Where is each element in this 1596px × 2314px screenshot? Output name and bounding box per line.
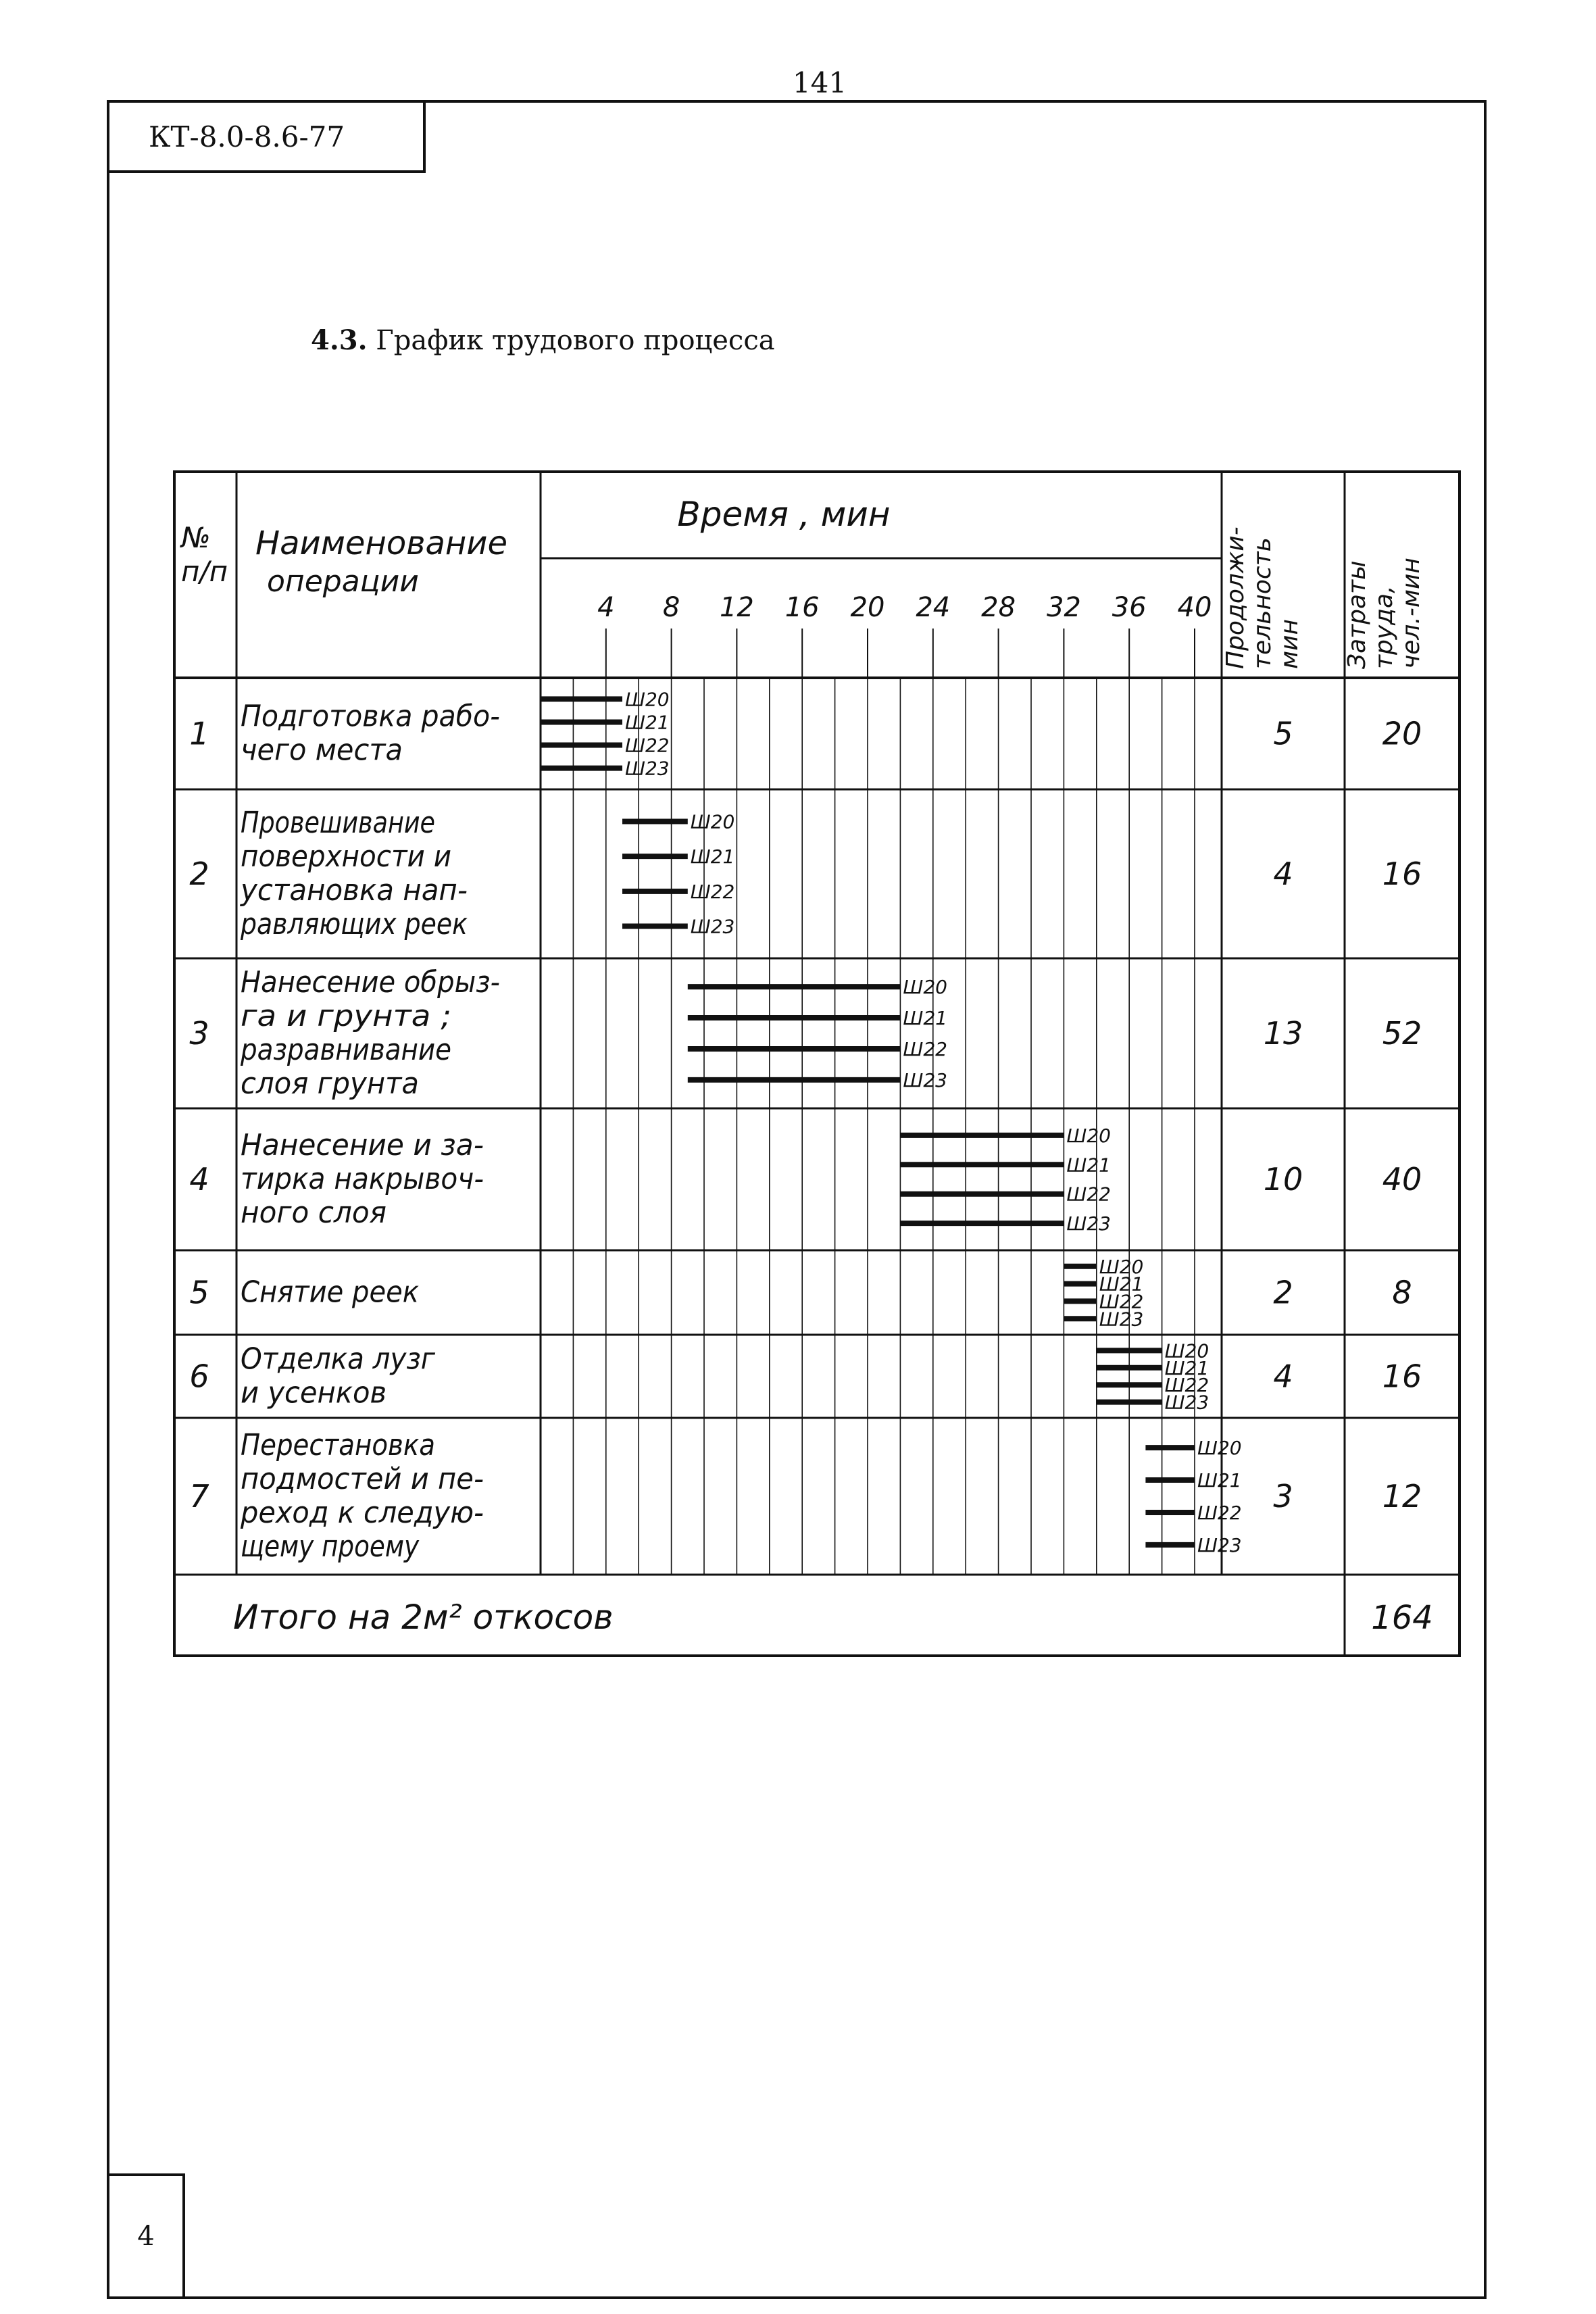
- gantt-bar-label: Ш22: [1066, 1183, 1111, 1206]
- row-number: 7: [189, 1478, 209, 1515]
- operation-name: установка нап-: [239, 873, 468, 908]
- time-tick-label: 36: [1112, 592, 1147, 623]
- gantt-bar-label: Ш20: [1197, 1437, 1242, 1460]
- operation-name: Нанесение и за-: [241, 1128, 484, 1162]
- page-number: 141: [792, 66, 847, 99]
- gantt-bar-label: Ш20: [903, 976, 947, 999]
- section-number: 4.3.: [311, 324, 368, 356]
- header-labor: чел.-мин: [1397, 558, 1425, 669]
- header-labor: Затраты: [1343, 560, 1371, 669]
- operation-name: Перестановка: [241, 1428, 435, 1462]
- gantt-bar-label: Ш22: [1197, 1501, 1242, 1524]
- sheet-number: 4: [107, 2173, 185, 2299]
- gantt-bar-label: Ш20: [1066, 1124, 1111, 1147]
- gantt-bar-label: Ш20: [625, 688, 670, 711]
- gantt-bar-label: Ш21: [1197, 1469, 1242, 1492]
- gantt-bar-label: Ш21: [625, 711, 670, 734]
- document-code: КТ-8.0-8.6-77: [107, 100, 426, 173]
- gantt-bar-label: Ш20: [690, 810, 735, 833]
- gantt-bar-label: Ш23: [1099, 1308, 1144, 1331]
- table-total-row: [233, 1598, 1433, 1637]
- operation-name: Нанесение обрыз-: [241, 965, 500, 1000]
- operation-name: Снятие реек: [241, 1275, 420, 1310]
- gantt-bar-label: Ш22: [690, 880, 735, 903]
- operation-name: чего места: [241, 733, 403, 768]
- operation-name: и усенков: [241, 1375, 386, 1410]
- header-duration: мин: [1276, 618, 1303, 669]
- gantt-bar-label: Ш21: [690, 845, 735, 868]
- header-time: Время , мин: [677, 495, 891, 534]
- labor-value: 20: [1382, 715, 1422, 752]
- operation-name: подмостей и пе-: [241, 1462, 484, 1496]
- operation-name: Подготовка рабо-: [241, 699, 500, 734]
- gantt-bar-label: Ш23: [1164, 1391, 1210, 1414]
- gantt-bar-label: Ш22: [903, 1037, 947, 1060]
- operation-name: слоя грунта: [241, 1066, 419, 1101]
- gantt-bar-label: Ш22: [1164, 1374, 1210, 1397]
- duration-value: 3: [1273, 1478, 1293, 1515]
- time-tick-label: 28: [981, 592, 1016, 623]
- gantt-bar-label: Ш20: [1164, 1339, 1210, 1362]
- header-name: операции: [267, 564, 419, 599]
- operation-name: Отделка лузг: [241, 1341, 436, 1377]
- operation-name: тирка накрывоч-: [241, 1162, 484, 1196]
- row-number: 3: [189, 1015, 209, 1052]
- time-tick-label: 24: [916, 592, 951, 623]
- header-labor: труда,: [1370, 585, 1398, 669]
- total-value: 164: [1371, 1599, 1433, 1637]
- duration-value: 4: [1273, 1358, 1293, 1395]
- operation-name: Провешивание: [241, 806, 435, 840]
- duration-value: 10: [1263, 1161, 1303, 1198]
- labor-value: 52: [1382, 1015, 1422, 1052]
- section-title-text: График трудового процесса: [376, 325, 775, 356]
- gantt-bar-label: Ш23: [1066, 1212, 1111, 1235]
- gantt-bar-label: Ш22: [625, 734, 670, 757]
- row-number: 6: [189, 1358, 209, 1395]
- gantt-bar-label: Ш21: [1099, 1273, 1144, 1296]
- table-rows: [189, 699, 1422, 1565]
- operation-name: га и грунта ;: [241, 999, 451, 1033]
- header-num: №: [181, 521, 211, 554]
- time-tick-label: 4: [597, 592, 615, 623]
- total-label: Итого на 2м² откосов: [233, 1598, 614, 1637]
- gantt-bar-label: Ш23: [690, 915, 735, 938]
- gantt-bar-label: Ш21: [903, 1007, 947, 1030]
- operation-name: реход к следую-: [240, 1496, 484, 1530]
- gantt-bar-label: Ш23: [1197, 1533, 1242, 1556]
- gantt-bar-label: Ш20: [1099, 1255, 1144, 1278]
- labor-value: 8: [1392, 1274, 1412, 1311]
- operation-name: щему проему: [241, 1529, 420, 1564]
- gantt-bar-label: Ш21: [1066, 1154, 1111, 1177]
- labor-value: 12: [1382, 1478, 1422, 1515]
- labor-value: 40: [1382, 1161, 1422, 1198]
- time-tick-label: 12: [719, 592, 754, 623]
- labor-value: 16: [1382, 1358, 1422, 1395]
- time-tick-label: 32: [1046, 592, 1081, 623]
- time-tick-label: 20: [850, 592, 885, 623]
- gantt-bars: [541, 688, 1242, 1556]
- operation-name: ного слоя: [241, 1196, 386, 1230]
- operation-name: поверхности и: [241, 839, 451, 874]
- gantt-bar-label: Ш22: [1099, 1290, 1144, 1313]
- duration-value: 4: [1273, 856, 1293, 892]
- row-number: 5: [189, 1274, 209, 1311]
- row-number: 4: [189, 1161, 209, 1198]
- row-number: 2: [189, 856, 209, 892]
- header-duration: Продолжи-: [1222, 526, 1249, 669]
- duration-value: 2: [1273, 1274, 1293, 1311]
- time-tick-label: 16: [784, 592, 820, 623]
- time-tick-label: 40: [1177, 592, 1212, 623]
- gantt-bar-label: Ш23: [903, 1068, 947, 1091]
- operation-name: равляющих реек: [240, 907, 468, 941]
- duration-value: 13: [1263, 1015, 1303, 1052]
- gantt-bar-label: Ш23: [625, 757, 670, 780]
- header-duration: тельность: [1249, 537, 1276, 669]
- time-tick-label: 8: [662, 592, 680, 623]
- gantt-bar-label: Ш21: [1164, 1356, 1210, 1379]
- operation-name: разравнивание: [240, 1033, 451, 1067]
- labor-value: 16: [1382, 856, 1422, 892]
- header-num: п/п: [181, 555, 228, 588]
- duration-value: 5: [1273, 715, 1293, 752]
- header-name: Наименование: [255, 524, 508, 562]
- row-number: 1: [189, 715, 209, 752]
